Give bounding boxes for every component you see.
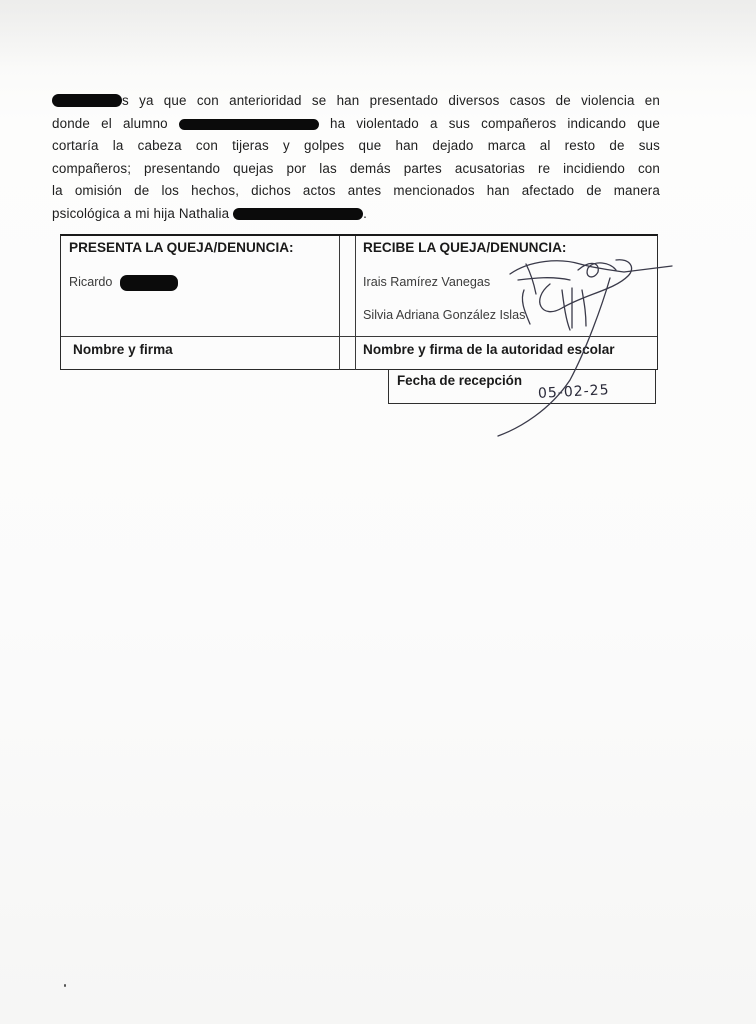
complaint-paragraph xyxy=(52,90,660,226)
table-divider xyxy=(355,236,356,370)
reception-date-box xyxy=(388,370,656,404)
presenter-footer: Nombre y firma xyxy=(73,342,173,357)
redaction-mark xyxy=(52,94,122,107)
paragraph-line: cortaría la cabeza con tijeras y golpes que han dejado marca al resto de sus xyxy=(52,138,660,154)
receiver-name-1: Irais Ramírez Vanegas xyxy=(363,275,491,289)
reception-label: Fecha de recepción xyxy=(397,373,523,388)
paragraph-line: psicológica a mi hija Nathalia . xyxy=(52,205,367,221)
paragraph-line: la omisión de los hechos, dichos actos antes mencionados han afectado de manera xyxy=(52,183,660,199)
redaction-mark xyxy=(120,275,178,291)
redaction-mark xyxy=(179,119,319,130)
table-divider xyxy=(339,236,340,370)
presenter-name: Ricardo xyxy=(69,275,178,291)
table-divider xyxy=(61,336,657,337)
receiver-footer: Nombre y firma de la autoridad escolar xyxy=(363,342,615,357)
paragraph-line: s ya que con anterioridad se han presentado diversos casos de violencia en xyxy=(52,90,660,113)
receiver-header: RECIBE LA QUEJA/DENUNCIA: xyxy=(363,240,567,255)
complaint-table xyxy=(60,234,658,370)
paper-speck xyxy=(64,984,66,987)
paragraph-line: donde el alumno ha violentado a sus compañeros indicando que xyxy=(52,115,660,131)
page-shadow xyxy=(0,0,756,70)
paragraph-line: compañeros; presentando quejas por las demás partes acusatorias re incidiendo con xyxy=(52,160,660,176)
reception-date: 05-02-25 xyxy=(537,382,610,402)
redaction-mark xyxy=(233,208,363,220)
presenter-header: PRESENTA LA QUEJA/DENUNCIA: xyxy=(69,240,294,255)
receiver-name-2: Silvia Adriana González Islas xyxy=(363,308,526,322)
